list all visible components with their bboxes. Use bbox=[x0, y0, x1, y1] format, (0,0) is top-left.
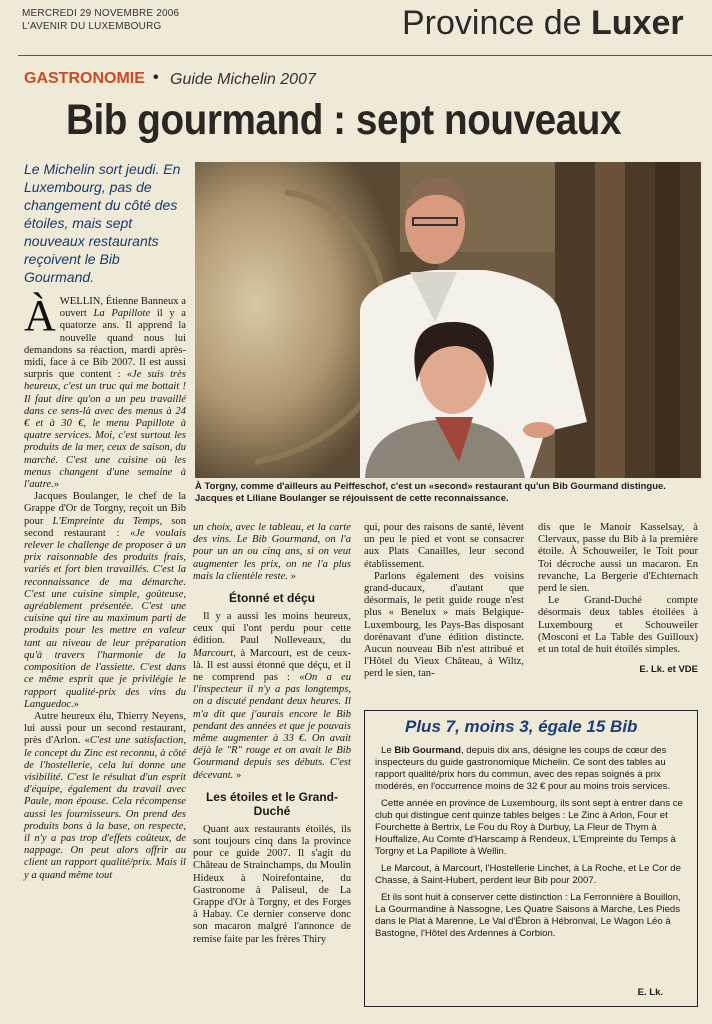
quote-close: » bbox=[233, 769, 242, 781]
column-1-paragraph-1 bbox=[24, 291, 186, 491]
box-paragraph-2: Cette année en province de Luxembourg, ils sont sept à entrer dans ce club qui distingue cent quinze tables belges : Le Zinc à Arlon, Four et Fourchette à Bertrix, Le Fou du Roy à Durbuy, La Fleur de Thym à Houffalize, Au Comte d'Harscamp à Rendeux, L'Empreinte du Temps à Torgny et La Papillote à Wellin. bbox=[375, 798, 683, 857]
quote-close: » bbox=[287, 570, 296, 582]
column-1-text: Jacques Boulanger, le chef de la Grappe d'Or de Torgny, reçoit un Bib pour bbox=[24, 491, 186, 527]
article-column-2 bbox=[193, 522, 351, 946]
column-1-text: , son second restaurant : « bbox=[24, 515, 186, 539]
box-paragraph-1 bbox=[375, 745, 689, 793]
sidebar-box bbox=[364, 710, 698, 1007]
column-2-text: Il y a aussi les moins heureux, ceux qui l'ont perdu pour cette édition. Paul Nolleveaux, du bbox=[193, 611, 351, 647]
box-paragraph-4: Et ils sont huit à conserver cette distinction : La Ferronnière à Bouillon, La Gourmandine à Nassogne, Les Quatre Saisons à Marche, Les Pieds dans le Plat à Marenne, Le Val d'Ébron à Hébronval, Le Wagon Léo à Bastogne, l'Hôtel des Ardennes à Corbion. bbox=[375, 892, 681, 939]
quote-close: » bbox=[73, 698, 80, 710]
quote-neyens-end: un choix, avec le tableau, et la carte des vins. Le Bib Gourmand, on l'a pour un an ou cinq ans, si on veut augmenter les prix, on ne l'a plus mais la clientèle reste. bbox=[193, 522, 351, 582]
restaurant-name: La Papillote bbox=[93, 308, 151, 320]
quote-nolleveaux: On a eu l'inspecteur il n'y a pas longtemps, on a discuté pendant deux heures. Il m'a dit que j'aurais encore le Bib pendant des années et que je pouvais même augmenter à 33 €. On avait déjà le "R" rouge et on avait le Bib Gourmand depuis ses débuts. C'est décevant. bbox=[193, 672, 351, 781]
newspaper-name: L'AVENIR DU LUXEMBOURG bbox=[22, 21, 162, 32]
box-text: Le bbox=[381, 745, 395, 756]
rubric-separator: • bbox=[153, 69, 159, 86]
column-2-paragraph-3: Quant aux restaurants étoilés, ils sont toujours cinq dans la province pour ce guide 2007. Il s'agit du Château de Strainchamps, du Moulin Hideux à Noirefontaine, du Gastronome à Paliseul, de La Grappe d'Or à Torgny, et des Forges à Habay. Ce dernier conserve donc son macaron malgré l'annonce de remise faite par les frères Thiry bbox=[193, 823, 351, 945]
section-title-regular: Province de bbox=[402, 4, 591, 42]
standfirst: Le Michelin sort jeudi. En Luxembourg, pas de changement du côté des étoiles, mais sept nouveaux restaurants reçoivent le Bib Gourmand. bbox=[24, 161, 181, 285]
section-title bbox=[402, 4, 684, 43]
box-text: , depuis dix ans, désigne les coups de cœur des inspecteurs du guide gastronomique Michelin. Ce sont des tables au rapport qualité/prix hors du commun, avec des repas soignés à prix modérés, en l'occurrence moins de 32 € pour au moins trois services. bbox=[375, 745, 671, 792]
subheading-etoiles: Les étoiles et le Grand-Duché bbox=[205, 789, 339, 818]
column-1-paragraph-2 bbox=[24, 491, 186, 711]
section-title-bold: Luxer bbox=[591, 4, 684, 42]
column-4-paragraph-1: dis que le Manoir Kasselsay, à Clervaux, passe du Bib à la première étoile. À Schouweiler, le Toit pour Toi décroche aussi un macaron. En revanche, La Bergerie d'Echternach perd le sien. bbox=[538, 522, 698, 595]
article-column-3 bbox=[364, 522, 524, 681]
quote-neyens: C'est une satisfaction, le concept du Zinc est reconnu, à côté de l'hostellerie, cela lui donne une visibilité. C'est le résultat d'un esprit d'équipe, également du travail avec Paule, mon épouse. Cela récompense aussi les fournisseurs. On prend des produits bons à la base, on respecte, il n'y a pas trop d'effets coûteux, de nappage. On peut alors offrir au client un rapport qualité/prix. Mais il y a quand même tout bbox=[24, 735, 186, 881]
column-1-paragraph-3 bbox=[24, 711, 186, 882]
restaurant-name: L'Empreinte du Temps bbox=[52, 515, 160, 527]
column-4-paragraph-2: Le Grand-Duché compte désormais deux tables étoilées à Luxembourg et Schouweiler (Mosconi et La Table des Guilloux) et un total de huit étoilés simples. bbox=[538, 595, 698, 656]
quote-banneux: Je suis très heureux, c'est un truc qui me bottait ! Il faut dire qu'on a un peu travaillé dans ce sens-là avec des menus à 24 € et à 30 €, le menu Papillote à quatre services. Moi, c'est surtout les produits de la mer, ceux de saison, du marché. C'est une cuisine où les menus changent d'une semaine à l'autre. bbox=[24, 369, 186, 491]
column-3-paragraph-2: Parlons également des voisins grand-ducaux, d'autant que désormais, le petit guide rouge n'est plus « Benelux » mais Belgique-Luxembourg, les Pays-Bas disposant dorénavant d'une édition distincte. Aucun nouveau Bib n'est attribué et l'Hôtel du Vieux Château, à Wiltz, perd le sien, tan- bbox=[364, 570, 524, 680]
column-1-text: il y a quatorze ans. Il apprend la nouvelle quand nous lui demandons sa réaction, mardi après-midi, face à ce Bib 2007. Il est aussi surpris que content : « bbox=[24, 308, 186, 381]
quote-boulanger: Je voulais relever le challenge de proposer à un prix raisonnable des produits frais, variés et fort bien travaillés. C'est la reconnaissance de ma démarche. C'est une cuisine simple, goûteuse, agréablement présentée. C'est une cuisine qui tire au maximum parti de produits pour les mettre en valeur tant au niveau de leur préparation qu'à travers l'harmonie de la composition de l'assiette. C'est dans ce même esprit que je privilégie le rapport qualité-prix des vins du Languedoc. bbox=[24, 527, 187, 710]
quote-close: » bbox=[53, 479, 60, 491]
rubric: GASTRONOMIE bbox=[24, 70, 145, 87]
article-column-1 bbox=[24, 291, 187, 882]
box-signature: E. Lk. bbox=[637, 987, 663, 998]
column-1-text: Autre heureux élu, Thierry Neyens, lui aussi pour un second restaurant, près d'Arlon. « bbox=[24, 710, 186, 747]
header-rule bbox=[18, 55, 712, 56]
restaurant-name: Marcourt bbox=[193, 647, 234, 659]
photo-illustration bbox=[195, 162, 701, 478]
edition-date: MERCREDI 29 NOVEMBRE 2006 bbox=[22, 8, 180, 19]
subrubric: Guide Michelin 2007 bbox=[170, 71, 316, 88]
column-2-paragraph-1 bbox=[193, 522, 351, 583]
column-2-paragraph-2 bbox=[193, 611, 351, 782]
column-3-paragraph-1: qui, pour des raisons de santé, lèvent un peu le pied et vont se consacrer aux Plats Canailles, leur second établissement. bbox=[364, 522, 524, 570]
photo-caption: À Torgny, comme d'ailleurs au Peiffeschof, c'est un «second» restaurant qu'un Bib Gourmand distingue. Jacques et Liliane Boulanger se réjouissent de cette reconnaissance. bbox=[195, 481, 666, 504]
article-column-4 bbox=[538, 522, 698, 675]
subheading-etonne: Étonné et déçu bbox=[228, 591, 315, 606]
box-paragraph-3: Le Marcout, à Marcourt, l'Hostellerie Linchet, à La Roche, et Le Cor de Chasse, à Saint-Hubert, perdent leur Bib pour 2007. bbox=[375, 863, 681, 886]
box-title: Plus 7, moins 3, égale 15 Bib bbox=[405, 717, 638, 736]
bib-gourmand-term: Bib Gourmand bbox=[394, 745, 461, 756]
drop-cap: À bbox=[24, 291, 56, 340]
article-photo bbox=[195, 162, 701, 478]
article-signature: E. Lk. et VDE bbox=[639, 664, 698, 676]
column-1-lead: WELLIN, Étienne Banneux a ouvert bbox=[59, 296, 186, 320]
box-body bbox=[375, 745, 689, 945]
column-2-text: , à Marcourt, est de ceux-là. Il est aussi étonné que déçu, et il ne comprend pas : « bbox=[193, 647, 351, 684]
headline: Bib gourmand : sept nouveaux bbox=[66, 96, 622, 144]
